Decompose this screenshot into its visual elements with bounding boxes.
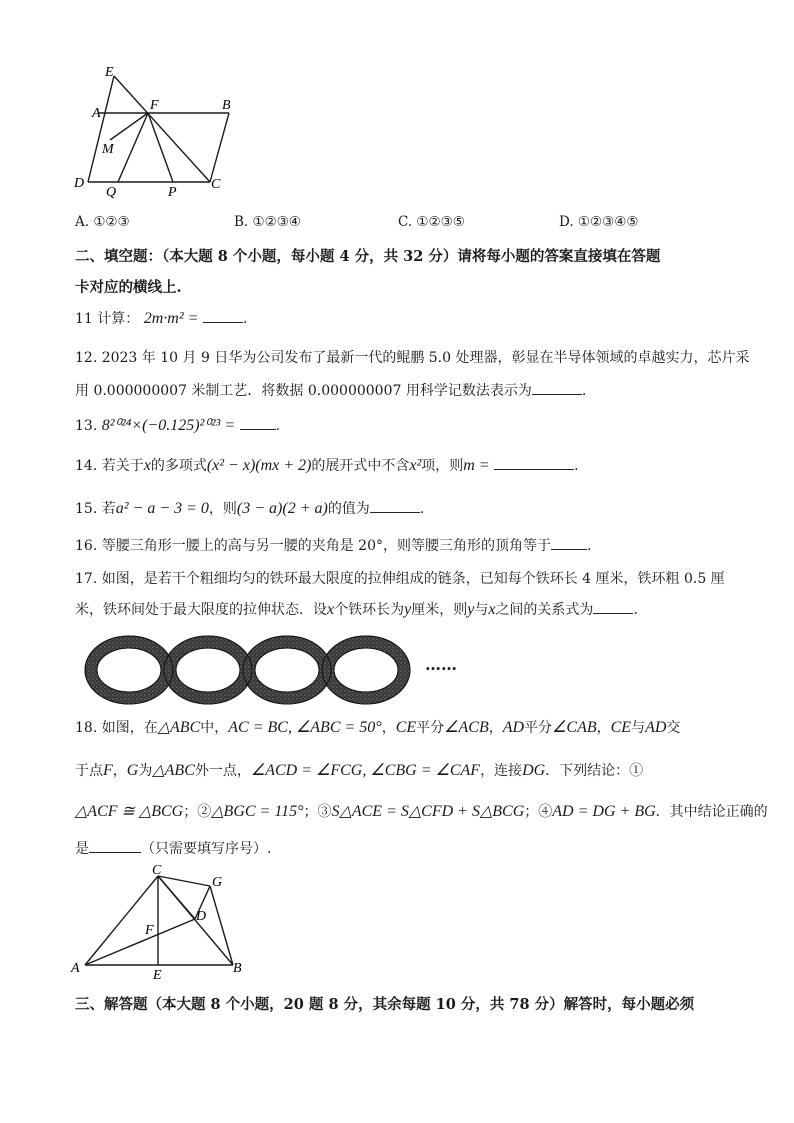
q12-answer-blank[interactable] bbox=[532, 380, 582, 395]
figure-iron-chain bbox=[84, 630, 424, 710]
q15-expression-1: a² − a − 3 = 0 bbox=[115, 500, 209, 517]
q18-t2a: 于点 bbox=[75, 763, 103, 779]
q17-answer-blank[interactable] bbox=[593, 599, 633, 614]
q13-answer-blank[interactable] bbox=[240, 415, 276, 430]
section2-heading-line2: 卡对应的横线上. bbox=[75, 279, 182, 296]
q18-f: F bbox=[103, 762, 113, 779]
label-E: E bbox=[105, 65, 114, 80]
question-12-line1: 12. 2023 年 10 月 9 日华为公司发布了最新一代的鲲鹏 5.0 处理器，彰显在半导体领域的卓越实力，芯片采 bbox=[75, 350, 750, 366]
label-B: B bbox=[222, 98, 231, 113]
q18-t3f: ；④ bbox=[524, 804, 553, 820]
q18-t1h: 与 bbox=[631, 720, 646, 736]
q18-t2c: 为 bbox=[138, 763, 153, 779]
q12-text: 用 0.000000007 米制工艺．将数据 0.000000007 用科学记数法表示为 bbox=[75, 383, 532, 399]
q18-t3e: S△ACE = S△CFD + S△BCG bbox=[331, 803, 525, 820]
question-18-line4 bbox=[75, 838, 271, 858]
q18-t1i: 交 bbox=[666, 720, 681, 736]
q18-t1c: ， bbox=[381, 720, 396, 736]
q18-acb: ∠ACB bbox=[444, 719, 489, 736]
q18-g: G bbox=[126, 762, 139, 779]
label-E: E bbox=[153, 968, 162, 980]
q11-label: 计算： bbox=[97, 311, 140, 327]
q17-y2: y bbox=[467, 601, 475, 618]
q18-t3c: △BGC = 115° bbox=[211, 803, 304, 820]
q11-number: 11 bbox=[75, 311, 93, 327]
question-18-line2 bbox=[75, 760, 643, 780]
line-BC bbox=[210, 113, 229, 182]
q18-t1g: ， bbox=[596, 720, 611, 736]
chain-ellipsis: …… bbox=[425, 655, 457, 674]
line-FP bbox=[148, 113, 173, 182]
q15-answer-blank[interactable] bbox=[370, 498, 420, 513]
q18-t4b: （只需要填写序号）. bbox=[141, 841, 272, 857]
q18-ad: AD bbox=[502, 719, 525, 736]
label-B: B bbox=[233, 961, 242, 976]
q18-cond1: AC = BC, ∠ABC = 50° bbox=[228, 719, 382, 736]
q11-expression: 2m·m² = bbox=[143, 310, 199, 327]
question-12-line2: 用 0.000000007 米制工艺．将数据 0.000000007 用科学记数法表示为 . bbox=[75, 380, 586, 400]
option-c: C. ①②③⑤ bbox=[398, 214, 465, 230]
q15-expression-2: (3 − a)(2 + a) bbox=[236, 500, 328, 517]
line-AC bbox=[85, 876, 158, 965]
q18-t2d: 外一点， bbox=[194, 763, 251, 779]
q18-cab: ∠CAB bbox=[552, 719, 597, 736]
q16-text: 16. 等腰三角形一腰上的高与另一腰的夹角是 20°，则等腰三角形的顶角等于 bbox=[75, 538, 551, 554]
q18-t3d: ；③ bbox=[303, 804, 332, 820]
label-D: D bbox=[74, 176, 85, 191]
q18-t3b: ；② bbox=[183, 804, 212, 820]
label-P: P bbox=[168, 185, 177, 200]
q18-t1f: 平分 bbox=[524, 720, 553, 736]
option-a: A. ①②③ bbox=[75, 214, 130, 230]
q17-text-a: 米，铁环间处于最大限度的拉伸状态．设 bbox=[75, 602, 327, 618]
q14-answer-blank[interactable] bbox=[494, 455, 574, 470]
q18-answer-blank[interactable] bbox=[89, 838, 141, 853]
q18-ce2: CE bbox=[610, 719, 632, 736]
chain-ring-1 bbox=[91, 642, 167, 698]
label-A: A bbox=[71, 961, 80, 976]
q17-x: x bbox=[327, 601, 335, 618]
line-GB bbox=[210, 886, 233, 965]
q18-t1e: ， bbox=[488, 720, 503, 736]
question-17-line2: 米，铁环间处于最大限度的拉伸状态．设x个铁环长为y厘米，则y与x之间的关系式为 . bbox=[75, 601, 638, 618]
line-ED bbox=[88, 76, 114, 182]
q18-ad2: AD bbox=[645, 719, 667, 736]
q14-text-b: 的多项式 bbox=[150, 458, 207, 474]
q18-ce: CE bbox=[395, 719, 417, 736]
q16-answer-blank[interactable] bbox=[551, 535, 587, 550]
q17-text-c: 厘米，则 bbox=[411, 602, 468, 618]
line-AD bbox=[85, 919, 195, 965]
label-G: G bbox=[212, 875, 223, 890]
q18-t1d: 平分 bbox=[416, 720, 445, 736]
label-F: F bbox=[145, 923, 154, 938]
q18-t3a: △ACF ≅ △BCG bbox=[75, 803, 184, 820]
q17-x2: x bbox=[488, 601, 496, 618]
q14-var: x bbox=[143, 457, 151, 474]
question-18-line3 bbox=[75, 801, 768, 821]
q18-dg: DG bbox=[522, 762, 546, 779]
figure-triangle bbox=[65, 860, 260, 980]
q13-expression: 8²⁰²⁴×(−0.125)²⁰²³ = bbox=[101, 417, 236, 434]
label-A: A bbox=[92, 106, 101, 121]
q18-t3h: ．其中结论正确的 bbox=[655, 804, 768, 820]
label-C: C bbox=[152, 863, 162, 878]
q14-text-c: 的展开式中不含 bbox=[311, 458, 410, 474]
question-14: 14. 若关于x的多项式(x² − x)(mx + 2)的展开式中不含x²项，则m = . bbox=[75, 457, 579, 474]
label-Q: Q bbox=[106, 185, 117, 200]
question-15: 15. 若a² − a − 3 = 0，则(3 − a)(2 + a)的值为 . bbox=[75, 500, 425, 517]
q15-text-a: 15. 若 bbox=[75, 501, 116, 517]
q14-expression: (x² − x)(mx + 2) bbox=[206, 457, 312, 474]
q18-t4a: 是 bbox=[75, 841, 89, 857]
q18-t2e: ，连接 bbox=[480, 763, 523, 779]
q14-text-a: 14. 若关于 bbox=[75, 458, 144, 474]
q18-t2b: ， bbox=[112, 763, 127, 779]
q18-tri: △ABC bbox=[157, 719, 201, 736]
label-D: D bbox=[196, 909, 207, 924]
section3-heading: 三、解答题（本大题 8 个小题，20 题 8 分，其余每题 10 分，共 78 分）解答时，每小题必须 bbox=[75, 996, 695, 1013]
q17-y: y bbox=[404, 601, 412, 618]
q17-text-d: 与 bbox=[474, 602, 489, 618]
chain-ring-4 bbox=[328, 642, 404, 698]
question-16: 16. 等腰三角形一腰上的高与另一腰的夹角是 20°，则等腰三角形的顶角等于 . bbox=[75, 535, 591, 555]
q18-t3g: AD = DG + BG bbox=[552, 803, 656, 820]
q18-cond2: ∠ACD = ∠FCG, ∠CBG = ∠CAF bbox=[250, 762, 481, 779]
chain-ring-3 bbox=[249, 642, 325, 698]
question-13: 13. 8²⁰²⁴×(−0.125)²⁰²³ = . bbox=[75, 417, 281, 434]
figure-parallelogram bbox=[70, 62, 240, 202]
section2-heading-line1: 二、填空题：（本大题 8 个小题，每小题 4 分，共 32 分）请将每小题的答案直接填在答题 bbox=[75, 248, 661, 265]
q17-text-b: 个铁环长为 bbox=[334, 602, 405, 618]
chain-ring-2 bbox=[170, 642, 246, 698]
q15-text-b: ，则 bbox=[208, 501, 237, 517]
q18-t1a: 18. 如图，在 bbox=[75, 720, 158, 736]
option-d: D. ①②③④⑤ bbox=[559, 214, 639, 230]
question-18-line1 bbox=[75, 717, 680, 737]
q14-term: x² bbox=[409, 457, 422, 474]
q17-text-e: 之间的关系式为 bbox=[495, 602, 594, 618]
q11-answer-blank[interactable] bbox=[203, 308, 243, 323]
label-C: C bbox=[211, 177, 221, 192]
q18-t1b: 中， bbox=[200, 720, 229, 736]
q18-t2f: ．下列结论：① bbox=[545, 763, 644, 779]
label-F: F bbox=[150, 98, 159, 113]
line-EC bbox=[114, 76, 210, 182]
option-b: B. ①②③④ bbox=[234, 214, 301, 230]
label-M: M bbox=[102, 142, 114, 157]
q18-tri2: △ABC bbox=[152, 762, 195, 779]
q15-text-c: 的值为 bbox=[327, 501, 370, 517]
q14-text-d: 项，则 bbox=[421, 458, 464, 474]
question-11: 11 计算： 2m·m² = . bbox=[75, 310, 248, 327]
q13-number: 13. bbox=[75, 418, 98, 434]
question-17-line1: 17. 如图，是若干个粗细均匀的铁环最大限度的拉伸组成的链条，已知每个铁环长 4 厘米，铁环粗 0.5 厘 bbox=[75, 571, 725, 587]
q14-tail: m = bbox=[463, 457, 490, 474]
